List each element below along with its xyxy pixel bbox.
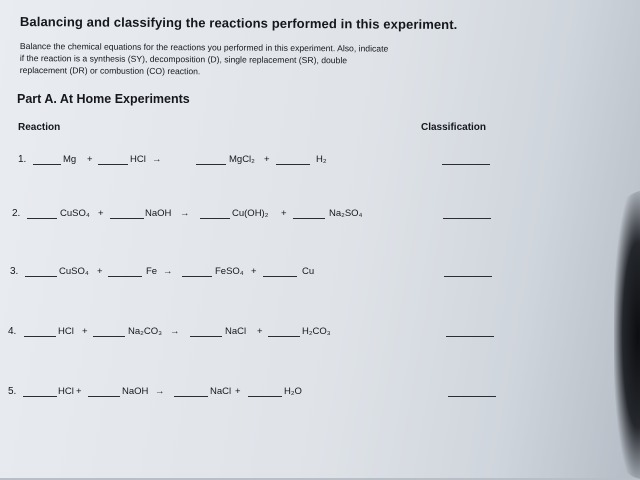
row-number: 5. [8,386,17,397]
coefficient-blank[interactable] [190,336,222,337]
worksheet-title: Balancing and classifying the reactions performed in this experiment. [19,14,458,33]
reactant-2: Na₂CO₃ [128,326,162,337]
coefficient-blank[interactable] [25,276,57,277]
instruction-line: if the reaction is a synthesis (SY), decomposition (D), single replacement (SR), double [19,52,348,66]
coefficient-blank[interactable] [200,218,230,219]
plus-sign: + [82,326,88,337]
product-2: H₂CO₃ [302,326,331,337]
coefficient-blank[interactable] [23,396,57,397]
reaction-arrow: → [170,326,180,337]
plus-sign: + [87,154,93,165]
classification-blank[interactable] [448,396,496,397]
row-number: 3. [10,266,19,277]
coefficient-blank[interactable] [108,276,142,277]
reaction-column-header: Reaction [18,122,61,133]
coefficient-blank[interactable] [268,336,300,337]
reaction-row-4 [0,326,640,342]
reaction-arrow: → [180,208,190,219]
product-2: H₂O [284,386,302,397]
reactant-2: Fe [146,266,158,277]
reaction-row-3 [0,266,640,282]
plus-sign: + [98,208,104,219]
reactant-1: CuSO₄ [59,266,89,277]
coefficient-blank[interactable] [33,164,61,165]
plus-sign: + [257,326,263,337]
coefficient-blank[interactable] [98,164,128,165]
coefficient-blank[interactable] [196,164,226,165]
product-1: NaCl [210,386,232,397]
reaction-row-1 [0,154,640,170]
coefficient-blank[interactable] [276,164,310,165]
coefficient-blank[interactable] [93,336,125,337]
coefficient-blank[interactable] [24,336,56,337]
coefficient-blank[interactable] [174,396,208,397]
classification-blank[interactable] [444,276,492,277]
classification-column-header: Classification [421,122,487,133]
product-1: MgCl₂ [229,154,255,165]
coefficient-blank[interactable] [263,276,297,277]
plus-sign: + [235,386,241,397]
classification-blank[interactable] [443,218,491,219]
reaction-row-2 [0,208,640,224]
coefficient-blank[interactable] [293,218,325,219]
row-number: 2. [12,208,21,219]
product-2: H₂ [316,154,327,165]
coefficient-blank[interactable] [248,396,282,397]
reactant-1: Mg [63,154,77,165]
plus-sign: + [76,386,82,397]
reaction-row-5 [0,386,640,402]
reactant-2: HCl [130,154,146,165]
classification-blank[interactable] [446,336,494,337]
plus-sign: + [251,266,257,277]
reactant-2: NaOH [145,208,172,219]
coefficient-blank[interactable] [88,396,120,397]
product-2: Na₂SO₄ [329,208,363,219]
product-1: Cu(OH)₂ [232,208,269,219]
reaction-arrow: → [163,266,173,277]
instruction-line: replacement (DR) or combustion (CO) reaction. [19,64,201,77]
reaction-arrow: → [155,386,165,397]
instructions [20,40,540,80]
instruction-line: Balance the chemical equations for the reactions you performed in this experiment. Also, indicate [19,40,389,54]
reactant-1: CuSO₄ [60,208,90,219]
row-number: 1. [18,154,27,165]
product-2: Cu [302,266,315,277]
row-number: 4. [8,326,17,337]
reactant-2: NaOH [122,386,149,397]
coefficient-blank[interactable] [27,218,57,219]
classification-blank[interactable] [442,164,490,165]
plus-sign: + [264,154,270,165]
product-1: FeSO₄ [215,266,244,277]
reactant-1: HCl [58,326,74,337]
coefficient-blank[interactable] [182,276,212,277]
coefficient-blank[interactable] [110,218,144,219]
reactant-1: HCl [58,386,74,397]
plus-sign: + [281,208,287,219]
plus-sign: + [97,266,103,277]
reaction-arrow: → [152,154,162,165]
part-heading: Part A. At Home Experiments [17,92,190,106]
product-1: NaCl [225,326,247,337]
